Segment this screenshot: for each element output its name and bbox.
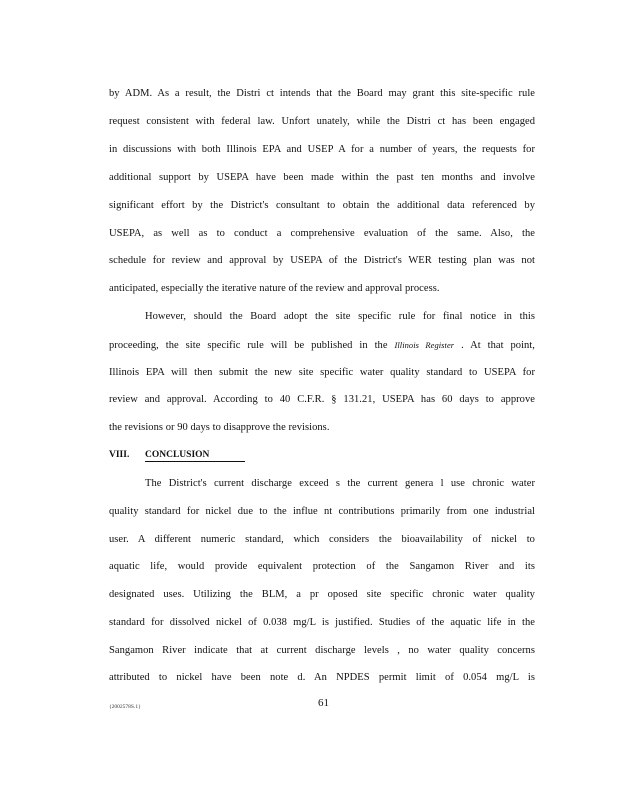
document-id: {2002578S.1} bbox=[109, 704, 141, 710]
paragraph-1-line-2: request consistent with federal law. Unfort unately, while the Distri ct has been engaged bbox=[109, 116, 535, 127]
paragraph-2-line-4: review and approval. According to 40 C.F.R. § 131.21, USEPA has 60 days to approve bbox=[109, 394, 535, 405]
illinois-register-italic: Illinois Register bbox=[394, 340, 455, 350]
section-heading bbox=[109, 449, 245, 462]
section-number: VIII. bbox=[109, 450, 130, 460]
paragraph-3-line-6: standard for dissolved nickel of 0.038 mg/L is justified. Studies of the aquatic life in the bbox=[109, 617, 535, 628]
paragraph-3-line-3: user. A different numeric standard, which considers the bioavailability of nickel to bbox=[109, 534, 535, 545]
paragraph-3-line-7: Sangamon River indicate that at current discharge levels , no water quality concerns bbox=[109, 645, 535, 656]
paragraph-1-line-4: additional support by USEPA have been made within the past ten months and involve bbox=[109, 172, 535, 183]
paragraph-3-line-1: The District's current discharge exceed s the current genera l use chronic water bbox=[145, 478, 535, 489]
section-title: CONCLUSION bbox=[145, 450, 245, 462]
paragraph-3-line-4: aquatic life, would provide equivalent protection of the Sangamon River and its bbox=[109, 561, 535, 572]
paragraph-3-line-8: attributed to nickel have been note d. An NPDES permit limit of 0.054 mg/L is bbox=[109, 672, 535, 683]
paragraph-3-line-2: quality standard for nickel due to the influe nt contributions primarily from one industrial bbox=[109, 506, 535, 517]
paragraph-1-line-8: anticipated, especially the iterative nature of the review and approval process. bbox=[109, 283, 440, 294]
paragraph-3-line-5: designated uses. Utilizing the BLM, a pr oposed site specific chronic water quality bbox=[109, 589, 535, 600]
paragraph-2-line-5: the revisions or 90 days to disapprove the revisions. bbox=[109, 422, 330, 433]
page-number: 61 bbox=[318, 697, 329, 709]
paragraph-1-line-6: USEPA, as well as to conduct a comprehensive evaluation of the same. Also, the bbox=[109, 228, 535, 239]
paragraph-1-line-7: schedule for review and approval by USEPA of the District's WER testing plan was not bbox=[109, 255, 535, 266]
paragraph-1-line-5: significant effort by the District's consultant to obtain the additional data referenced by bbox=[109, 200, 535, 211]
paragraph-2-line-2-tail: . At that point, bbox=[461, 340, 535, 351]
paragraph-2-line-3: Illinois EPA will then submit the new site specific water quality standard to USEPA for bbox=[109, 367, 535, 378]
paragraph-2-line-2 bbox=[109, 339, 535, 352]
paragraph-2-line-1: However, should the Board adopt the site specific rule for final notice in this bbox=[145, 311, 535, 322]
paragraph-1-line-3: in discussions with both Illinois EPA and USEP A for a number of years, the requests for bbox=[109, 144, 535, 155]
paragraph-2-line-2-text: proceeding, the site specific rule will be published in the bbox=[109, 340, 388, 351]
paragraph-1-line-1: by ADM. As a result, the Distri ct intends that the Board may grant this site-specific rule bbox=[109, 88, 535, 99]
